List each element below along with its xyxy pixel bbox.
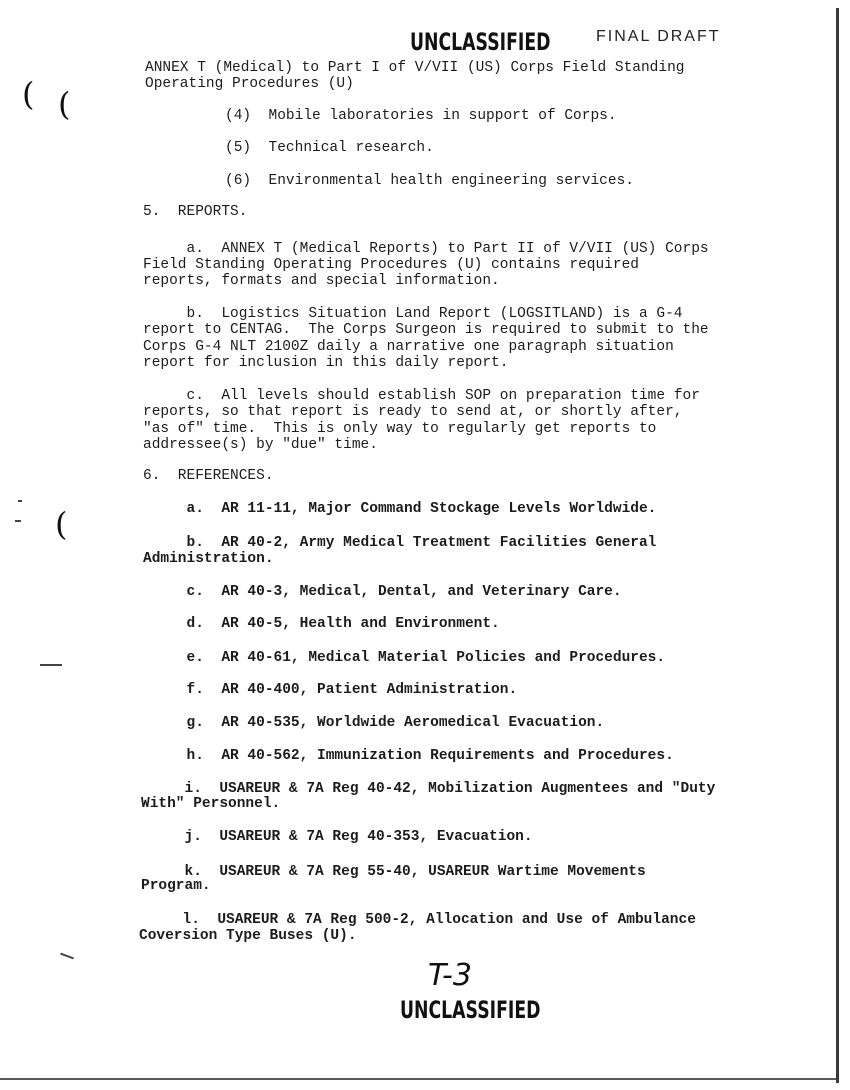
reference-h: h. AR 40-562, Immunization Requirements and Procedures.: [143, 748, 674, 764]
reference-k-line1: k. USAREUR & 7A Reg 55-40, USAREUR Wartime Movements: [141, 864, 646, 880]
scan-speck: [60, 953, 74, 960]
section-heading-references: 6. REFERENCES.: [143, 468, 274, 484]
scan-speck: [15, 520, 21, 522]
list-item-6: (6) Environmental health engineering services.: [225, 173, 634, 189]
reference-l-line2: Coversion Type Buses (U).: [139, 928, 357, 944]
reports-para-b-line3: Corps G-4 NLT 2100Z daily a narrative one paragraph situation: [143, 339, 674, 355]
reports-para-c-line3: "as of" time. This is only way to regularly get reports to: [143, 421, 657, 437]
reports-para-a-line2: Field Standing Operating Procedures (U) contains required: [143, 257, 639, 273]
reference-l-line1: l. USAREUR & 7A Reg 500-2, Allocation and Use of Ambulance: [139, 912, 696, 928]
reports-para-c-line2: reports, so that report is ready to send at, or shortly after,: [143, 404, 683, 420]
section-heading-reports: 5. REPORTS.: [143, 204, 248, 220]
page-number: T-3: [428, 958, 472, 993]
reference-g: g. AR 40-535, Worldwide Aeromedical Evacuation.: [143, 715, 605, 731]
scan-edge-right: [836, 8, 839, 1083]
reference-f: f. AR 40-400, Patient Administration.: [143, 682, 518, 698]
reference-i-line1: i. USAREUR & 7A Reg 40-42, Mobilization Augmentees and "Duty: [141, 781, 716, 797]
punch-hole-mark: (: [55, 505, 68, 543]
reference-a: a. AR 11-11, Major Command Stockage Levels Worldwide.: [143, 501, 657, 517]
reports-para-a-line1: a. ANNEX T (Medical Reports) to Part II of V/VII (US) Corps: [143, 241, 709, 257]
list-item-4: (4) Mobile laboratories in support of Corps.: [225, 108, 617, 124]
scan-speck: [18, 500, 22, 502]
reports-para-c-line4: addressee(s) by "due" time.: [143, 437, 378, 453]
list-item-5: (5) Technical research.: [225, 140, 434, 156]
reference-b-line1: b. AR 40-2, Army Medical Treatment Facilities General: [143, 535, 657, 551]
classification-marking-top: UNCLASSIFIED: [410, 28, 551, 56]
classification-marking-bottom: UNCLASSIFIED: [400, 996, 541, 1024]
reference-c: c. AR 40-3, Medical, Dental, and Veterinary Care.: [143, 584, 622, 600]
punch-hole-mark: (: [22, 75, 35, 113]
punch-hole-mark: (: [58, 85, 71, 123]
reports-para-b-line1: b. Logistics Situation Land Report (LOGSITLAND) is a G-4: [143, 306, 683, 322]
reference-j: j. USAREUR & 7A Reg 40-353, Evacuation.: [141, 829, 533, 845]
scan-edge-bottom: [0, 1078, 836, 1080]
draft-label: FINAL DRAFT: [596, 28, 721, 45]
reference-d: d. AR 40-5, Health and Environment.: [143, 616, 500, 632]
reports-para-a-line3: reports, formats and special information.: [143, 273, 500, 289]
reference-i-line2: With" Personnel.: [141, 796, 281, 812]
annex-title-line1: ANNEX T (Medical) to Part I of V/VII (US) Corps Field Standing: [145, 60, 685, 76]
reports-para-c-line1: c. All levels should establish SOP on preparation time for: [143, 388, 700, 404]
reference-e: e. AR 40-61, Medical Material Policies and Procedures.: [143, 650, 666, 666]
reference-b-line2: Administration.: [143, 551, 274, 567]
reports-para-b-line2: report to CENTAG. The Corps Surgeon is required to submit to the: [143, 322, 709, 338]
annex-title-line2: Operating Procedures (U): [145, 76, 354, 92]
reports-para-b-line4: report for inclusion in this daily report.: [143, 355, 509, 371]
reference-k-line2: Program.: [141, 878, 211, 894]
scan-speck: [40, 664, 62, 666]
